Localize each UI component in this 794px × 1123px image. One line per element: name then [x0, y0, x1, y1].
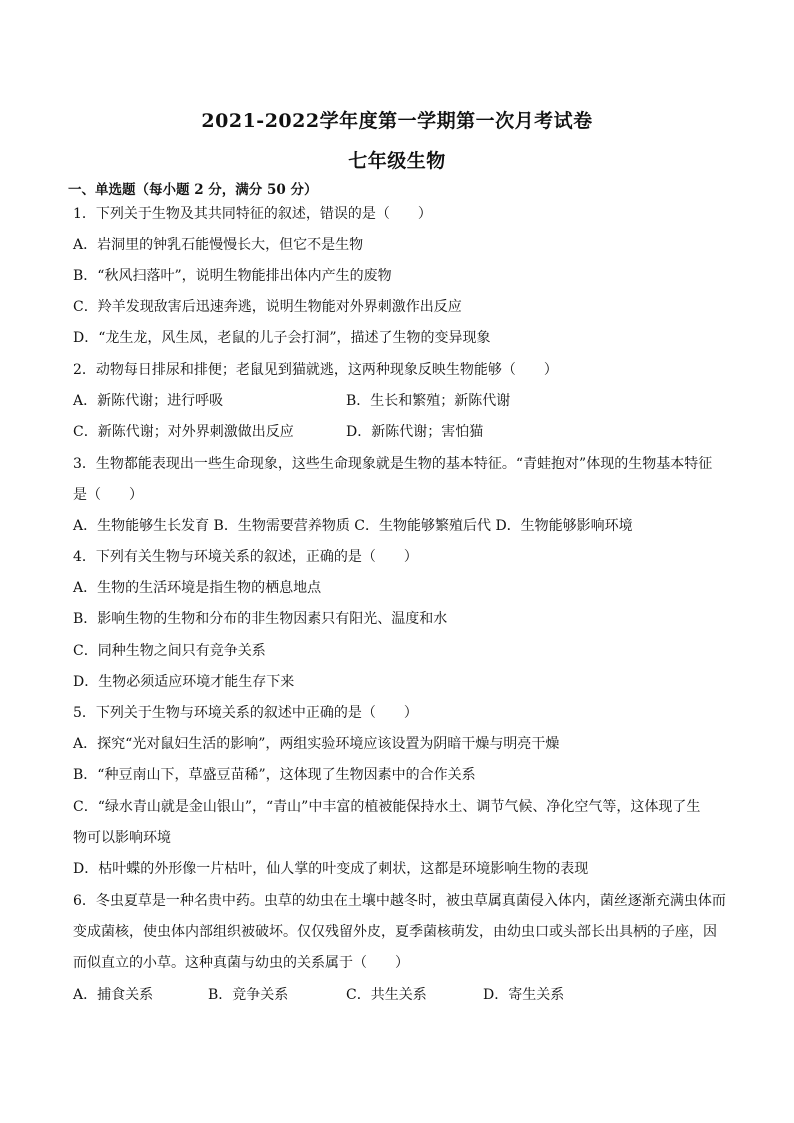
question-1-option-c: C．羚羊发现敌害后迅速奔逃，说明生物能对外界刺激作出反应	[73, 299, 462, 315]
question-4-option-b: B．影响生物的生物和分布的非生物因素只有阳光、温度和水	[73, 611, 448, 627]
question-6-option-b: B．竞争关系	[208, 987, 289, 1003]
question-2-option-b: B．生长和繁殖；新陈代谢	[346, 393, 511, 409]
question-5-option-a: A．探究“光对鼠妇生活的影响”，两组实验环境应该设置为阴暗干燥与明亮干燥	[73, 736, 560, 752]
question-2-stem: 2．动物每日排尿和排便；老鼠见到猫就逃，这两种现象反映生物能够（ ）	[73, 362, 558, 378]
question-2-option-a: A．新陈代谢；进行呼吸	[73, 393, 224, 409]
question-5-option-c: C．“绿水青山就是金山银山”，“青山”中丰富的植被能保持水土、调节气候、净化空气等，这体现了生	[73, 799, 701, 815]
question-6-stem: 6．冬虫夏草是一种名贵中药。虫草的幼虫在土壤中越冬时，被虫草属真菌侵入体内，菌丝逐渐充满虫体而	[73, 893, 726, 909]
question-1-option-a: A．岩洞里的钟乳石能慢慢长大，但它不是生物	[73, 237, 364, 253]
question-6-stem-cont-1: 变成菌核，使虫体内部组织被破坏。仅仅残留外皮，夏季菌核萌发，由幼虫口或头部长出具柄的子座，因	[73, 924, 717, 940]
question-6-option-d: D．寄生关系	[483, 987, 565, 1003]
question-2-option-d: D．新陈代谢；害怕猫	[346, 424, 484, 440]
question-6-option-c: C．共生关系	[346, 987, 427, 1003]
question-1-option-d: D．“龙生龙，风生凤，老鼠的儿子会打洞”，描述了生物的变异现象	[73, 330, 491, 346]
section-heading: 一、单选题（每小题 2 分，满分 50 分）	[68, 182, 318, 198]
question-4-option-c: C．同种生物之间只有竞争关系	[73, 643, 266, 659]
question-4-option-a: A．生物的生活环境是指生物的栖息地点	[73, 580, 322, 596]
exam-subtitle: 七年级生物	[348, 150, 446, 172]
question-3-stem-cont: 是（ ）	[73, 487, 143, 503]
question-3-options: A．生物能够生长发育 B．生物需要营养物质 C．生物能够繁殖后代 D．生物能够影响环境	[73, 518, 633, 534]
question-2-option-c: C．新陈代谢；对外界刺激做出反应	[73, 424, 294, 440]
question-4-option-d: D．生物必须适应环境才能生存下来	[73, 674, 295, 690]
question-1-stem: 1．下列关于生物及其共同特征的叙述，错误的是（ ）	[73, 206, 432, 222]
question-5-option-c-cont: 物可以影响环境	[73, 830, 171, 846]
question-6-stem-cont-2: 而似直立的小草。这种真菌与幼虫的关系属于（ ）	[73, 955, 409, 971]
question-3-stem: 3．生物都能表现出一些生命现象，这些生命现象就是生物的基本特征。“青蛙抱对”体现的生物基本特征	[73, 456, 713, 472]
question-6-option-a: A．捕食关系	[73, 987, 154, 1003]
question-4-stem: 4．下列有关生物与环境关系的叙述，正确的是（ ）	[73, 549, 418, 565]
question-5-stem: 5．下列关于生物与环境关系的叙述中正确的是（ ）	[73, 705, 418, 721]
question-5-option-d: D．枯叶蝶的外形像一片枯叶，仙人掌的叶变成了刺状，这都是环境影响生物的表现	[73, 861, 589, 877]
question-1-option-b: B．“秋风扫落叶”，说明生物能排出体内产生的废物	[73, 268, 392, 284]
exam-title: 2021-2022学年度第一学期第一次月考试卷	[201, 110, 593, 132]
question-5-option-b: B．“种豆南山下，草盛豆苗稀”，这体现了生物因素中的合作关系	[73, 767, 476, 783]
